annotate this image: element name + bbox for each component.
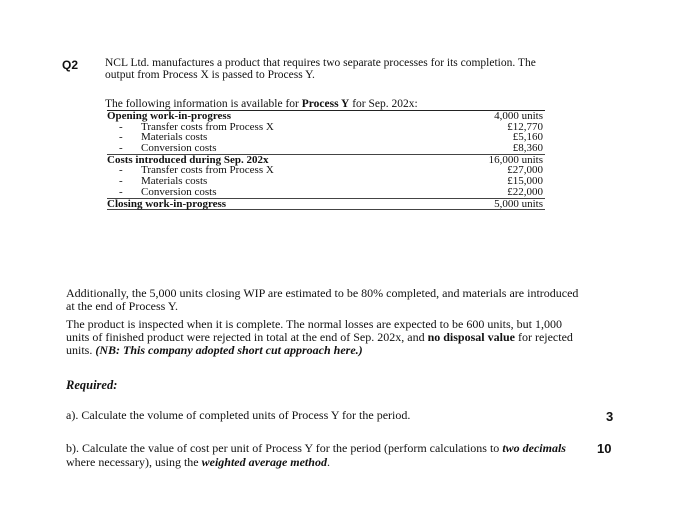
opening-transfer-label: Transfer costs from Process X (141, 120, 274, 133)
part-b-marks: 10 (597, 441, 612, 456)
part-b-text-mid: where necessary), using the (66, 455, 202, 469)
introduced-transfer-label: Transfer costs from Process X (141, 164, 274, 177)
question-number: Q2 (62, 58, 79, 72)
opening-transfer-value: £12,770 (507, 120, 543, 133)
opening-materials-label: Materials costs (141, 131, 208, 144)
required-heading: Required: (66, 378, 118, 392)
opening-wip-units: 4,000 units (494, 110, 543, 122)
process-y-table (107, 110, 545, 210)
caption-prefix: The following information is available for (105, 98, 302, 110)
opening-conversion-value: £8,360 (512, 142, 543, 155)
question-intro: NCL Ltd. manufactures a product that requires two separate processes for its completion. The output from Process X is passed to Process Y. (105, 57, 536, 81)
opening-materials-value: £5,160 (512, 131, 543, 144)
introduced-conversion-label: Conversion costs (141, 185, 217, 198)
opening-conversion-label: Conversion costs (141, 142, 217, 155)
additional-info-paragraph: Additionally, the 5,000 units closing WIP are estimated to be 80% completed, and materials are introduced at the end of Process Y. (66, 286, 579, 313)
table-row (107, 198, 545, 211)
part-a-question: a). Calculate the volume of completed units of Process Y for the period. (66, 408, 411, 422)
rejected-units-text: for rejected units. (66, 330, 573, 357)
introduced-heading: Costs introduced during Sep. 202x (107, 153, 269, 166)
shortcut-approach-note: (NB: This company adopted short cut approach here.) (95, 343, 363, 357)
table-row: - Transfer costs from Process X £27,000 (119, 164, 543, 177)
introduced-transfer-value: £27,000 (507, 164, 543, 177)
introduced-materials-label: Materials costs (141, 175, 208, 188)
inspection-text: The product is inspected when it is complete. The normal losses are expected to be 600 units, but 1,000 units of finished product were rejected in total at the end of Sep. 202x, and (66, 317, 562, 344)
table-caption (105, 98, 418, 110)
table-row: - Transfer costs from Process X £12,770 (119, 120, 543, 133)
no-disposal-value-text: no disposal value (427, 330, 515, 344)
table-row: - Materials costs £15,000 (119, 175, 543, 188)
weighted-average-method-text: weighted average method (201, 455, 327, 469)
introduced-units: 16,000 units (488, 153, 543, 166)
introduced-materials-value: £15,000 (507, 175, 543, 188)
inspection-paragraph (66, 318, 581, 357)
table-row: - Conversion costs £22,000 (119, 185, 543, 198)
caption-suffix: for Sep. 202x: (349, 98, 418, 110)
introduced-conversion-value: £22,000 (507, 185, 543, 198)
part-a-marks: 3 (606, 409, 614, 424)
two-decimals-text: two decimals (502, 441, 566, 455)
caption-process: Process Y (301, 98, 350, 110)
table-row: - Conversion costs £8,360 (119, 142, 543, 155)
opening-wip-heading: Opening work-in-progress (107, 110, 231, 122)
closing-wip-units: 5,000 units (494, 197, 543, 210)
closing-wip-heading: Closing work-in-progress (107, 197, 227, 210)
part-b-text-end: . (326, 455, 330, 469)
table-row: - Materials costs £5,160 (119, 131, 543, 144)
part-b-question (66, 441, 586, 469)
part-b-text-start: b). Calculate the value of cost per unit of Process Y for the period (perform calculations to (66, 441, 503, 455)
